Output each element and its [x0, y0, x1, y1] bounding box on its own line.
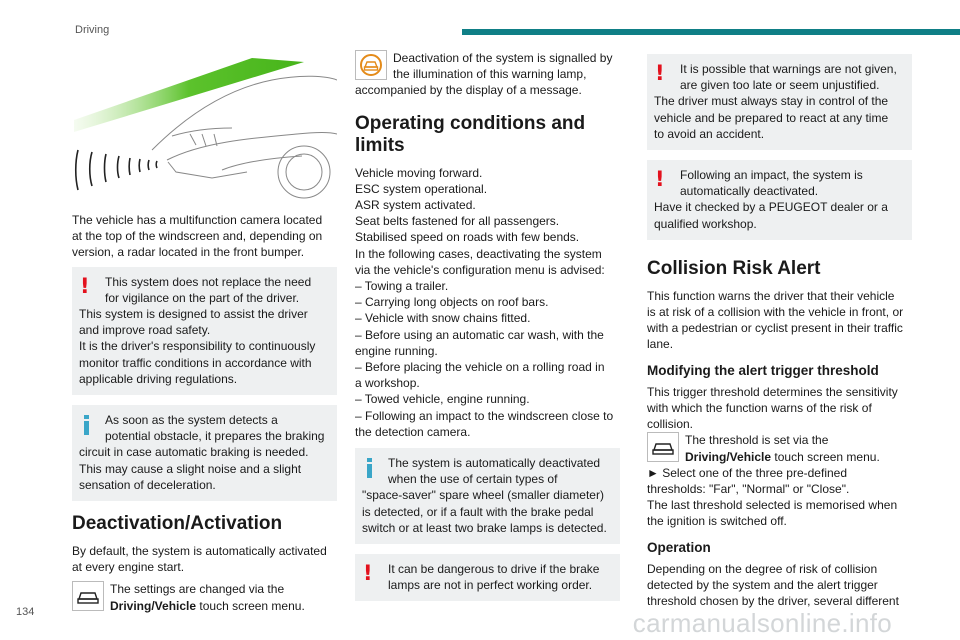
column-3	[647, 50, 912, 615]
menu-path: Driving/Vehicle	[110, 598, 197, 613]
text-line: This trigger threshold determines the sensitivity	[647, 384, 898, 399]
car-settings-icon	[647, 432, 679, 462]
paragraph	[647, 465, 912, 530]
text-line: and improve road safety.	[79, 323, 211, 338]
text-line: ► Select one of the three pre-defined	[647, 465, 848, 480]
warning-icon: !	[363, 561, 373, 586]
car-settings-icon	[72, 581, 104, 611]
text-line: sensation of deceleration.	[79, 477, 216, 492]
heading-line: limits	[355, 134, 405, 156]
text-line: at the top of the windscreen and, depending on	[72, 229, 323, 244]
text-line: monitor traffic conditions in accordance with	[79, 355, 312, 370]
text-line: The system is automatically deactivated	[388, 456, 601, 471]
info-box	[72, 405, 337, 501]
text-line: switch or at least two brake lamps is detected.	[362, 520, 607, 535]
text-line: the ignition is switched off.	[647, 514, 787, 529]
text-line: It is the driver's responsibility to continuously	[79, 339, 316, 354]
text-line: collision.	[647, 417, 694, 432]
text-line: The vehicle has a multifunction camera located	[72, 213, 323, 227]
subsection-heading: Operation	[647, 539, 711, 555]
warning-box	[355, 554, 620, 601]
text-line: with a pedestrian or cyclist present in their traffic	[647, 321, 903, 336]
intro-paragraph	[72, 212, 337, 261]
paragraph	[72, 543, 337, 575]
warning-lamp-icon	[355, 50, 387, 80]
text-line: This function warns the driver that their vehicle	[647, 288, 895, 303]
text-line: when the use of certain types of	[388, 472, 558, 487]
text-line: is at risk of a collision with the vehicle in front, or	[647, 305, 904, 320]
text-line: – Vehicle with snow chains fitted.	[355, 311, 531, 326]
text-line: is detected, or if a fault with the brake pedal	[362, 504, 594, 519]
text-line: – Towing a trailer.	[355, 279, 449, 294]
text-line: circuit in case automatic braking is needed.	[79, 445, 309, 460]
text-line: are given too late or seem unjustified.	[680, 78, 880, 93]
text-line: lane.	[647, 337, 674, 352]
text-line: By default, the system is automatically activated	[72, 544, 327, 559]
warning-box	[647, 54, 912, 150]
text-line: threshold chosen by the driver, several different	[647, 594, 899, 609]
warning-box	[72, 267, 337, 395]
text-line: It can be dangerous to drive if the brake	[388, 562, 600, 577]
text-line: – Carrying long objects on roof bars.	[355, 295, 549, 310]
text-line: It is possible that warnings are not given,	[680, 62, 897, 76]
threshold-instruction	[647, 432, 912, 464]
text-line: at every engine start.	[72, 560, 185, 575]
text-line: – Following an impact to the windscreen close to	[355, 408, 614, 423]
text-line: Have it checked by a PEUGEOT dealer or a	[654, 200, 888, 215]
warning-icon: !	[80, 273, 90, 298]
text-line: – Towed vehicle, engine running.	[355, 392, 530, 407]
text-line: The threshold is set via the	[685, 433, 829, 448]
running-header: Driving	[75, 24, 110, 36]
text-fragment: touch screen menu.	[196, 598, 305, 613]
text-line: The settings are changed via the	[110, 582, 285, 597]
heading-line: Operating conditions and	[355, 112, 586, 134]
text-line: Seat belts fastened for all passengers.	[355, 214, 560, 229]
info-icon	[363, 457, 377, 479]
paragraph	[647, 288, 912, 353]
text-line: ESC system operational.	[355, 181, 488, 196]
settings-instruction	[72, 581, 337, 613]
car-radar-illustration	[72, 50, 337, 200]
section-heading: Collision Risk Alert	[647, 257, 821, 279]
text-line: The driver must always stay in control of the	[654, 94, 889, 109]
conditions-list	[355, 165, 620, 440]
section-heading	[355, 113, 620, 157]
text-line: lamps are not in perfect working order.	[388, 578, 593, 593]
page-number: 134	[16, 606, 35, 618]
text-line: – Before placing the vehicle on a rolling road in	[355, 360, 605, 375]
text-line: engine running.	[355, 343, 438, 358]
section-heading: Deactivation/Activation	[72, 513, 283, 535]
column-2	[355, 50, 620, 611]
text-line: thresholds: "Far", "Normal" or "Close".	[647, 482, 850, 497]
watermark: carmanualsonline.info	[632, 608, 892, 638]
warning-icon: !	[655, 61, 665, 85]
text-fragment: touch screen menu.	[771, 449, 880, 464]
lamp-instruction	[355, 50, 620, 82]
info-icon	[80, 414, 94, 436]
text-line: vehicle and be prepared to react at any time	[654, 110, 889, 125]
info-box	[355, 448, 620, 544]
paragraph	[647, 384, 912, 433]
text-line: accompanied by the display of a message.	[355, 83, 582, 98]
header-accent-bar	[462, 29, 960, 35]
text-line: Following an impact, the system is	[680, 168, 863, 183]
warning-box	[647, 160, 912, 240]
paragraph	[647, 561, 912, 610]
text-line: Depending on the degree of risk of collision	[647, 561, 878, 576]
text-line: This system does not replace the need	[105, 274, 312, 289]
text-line: to avoid an accident.	[654, 126, 765, 141]
text-line: a workshop.	[355, 376, 420, 391]
text-line: – Before using an automatic car wash, with the	[355, 327, 604, 342]
text-line: This system is designed to assist the driver	[79, 307, 308, 322]
text-line: applicable driving regulations.	[79, 371, 238, 386]
text-line: Stabilised speed on roads with few bends.	[355, 230, 580, 245]
text-line: ASR system activated.	[355, 198, 476, 213]
text-line: Vehicle moving forward.	[355, 165, 483, 180]
text-line: As soon as the system detects a	[105, 413, 278, 428]
text-line: the illumination of this warning lamp,	[393, 67, 587, 82]
subsection-heading: Modifying the alert trigger threshold	[647, 362, 879, 378]
text-line: detected by the system and the alert trigger	[647, 578, 878, 593]
column-1	[72, 50, 337, 614]
text-line: with which the function warns of the risk of	[647, 401, 872, 416]
text-line: Deactivation of the system is signalled by	[393, 51, 613, 65]
menu-path: Driving/Vehicle	[685, 449, 772, 464]
text-line: potential obstacle, it prepares the braking	[105, 429, 325, 444]
text-line: In the following cases, deactivating the system	[355, 246, 602, 261]
text-line: "space-saver" spare wheel (smaller diameter)	[362, 488, 604, 503]
text-line: version, a radar located in the front bumper.	[72, 245, 305, 260]
text-line: qualified workshop.	[654, 216, 757, 231]
text-line: for vigilance on the part of the driver.	[105, 290, 300, 305]
text-line: the detection camera.	[355, 424, 471, 439]
text-line: automatically deactivated.	[680, 184, 819, 199]
text-line: via the vehicle's configuration menu is advised:	[355, 262, 605, 277]
warning-icon: !	[655, 167, 665, 192]
text-line: The last threshold selected is memorised when	[647, 498, 898, 513]
text-line: This may cause a slight noise and a slight	[79, 461, 302, 476]
